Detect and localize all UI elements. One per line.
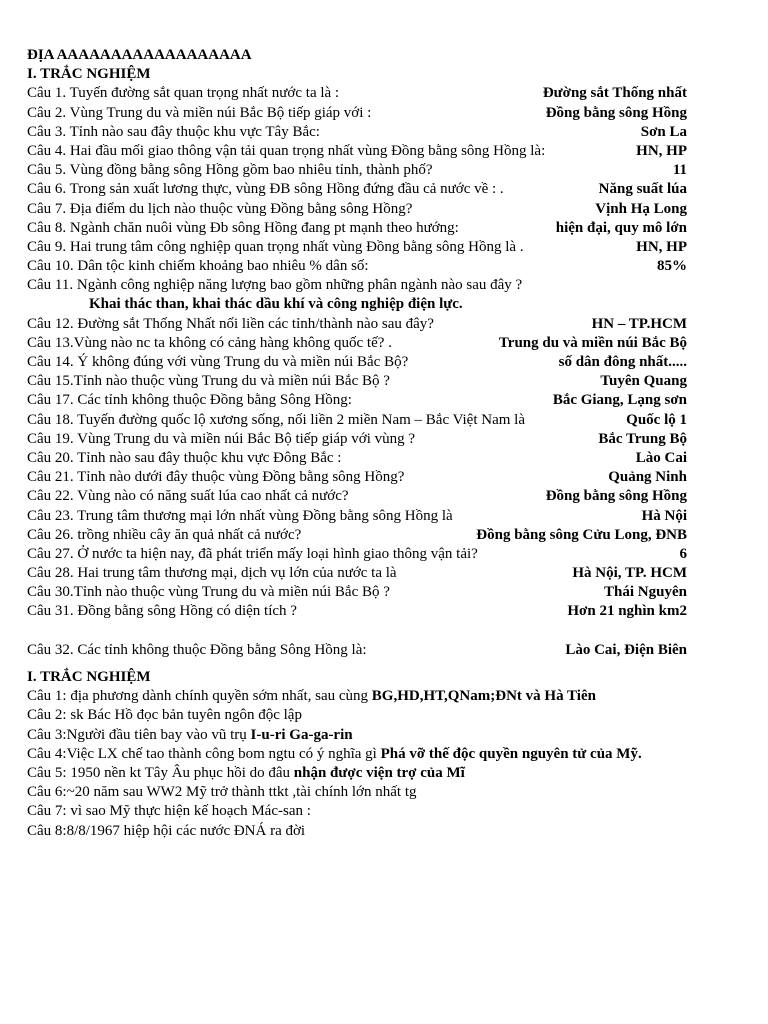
question-row (27, 123, 687, 142)
question-text: Câu 1: địa phương dành chính quyền sớm nhất, sau cùng (27, 688, 372, 705)
question-text: Câu 18. Tuyến đường quốc lộ xương sống, nối liền 2 miền Nam – Bắc Việt Nam là (27, 411, 525, 428)
question-row (27, 468, 687, 487)
answer-text: Đồng bằng sông Hồng (545, 104, 687, 121)
question-text: Câu 3:Người đầu tiên bay vào vũ trụ (27, 726, 251, 743)
answer-text: Hà Nội (641, 507, 687, 524)
answer-text: 11 (672, 162, 687, 179)
question-row (27, 353, 687, 372)
history-question-row (27, 706, 687, 725)
question-text: Câu 23. Trung tâm thương mại lớn nhất vùng Đồng bằng sông Hồng là (27, 507, 453, 524)
answer-text: Quốc lộ 1 (626, 411, 687, 428)
question-text: Câu 6:~20 năm sau WW2 Mỹ trở thành ttkt ,tài chính lớn nhất tg (27, 784, 417, 801)
question-row (27, 84, 687, 103)
q11-answer: Khai thác than, khai thác dầu khí và công nghiệp điện lực. (89, 296, 463, 313)
question-text: Câu 10. Dân tộc kinh chiếm khoảng bao nhiêu % dân số: (27, 258, 369, 275)
question-text: Câu 1. Tuyến đường sắt quan trọng nhất nước ta là : (27, 85, 340, 102)
question-text: Câu 3. Tỉnh nào sau đây thuộc khu vực Tây Bắc: (27, 123, 320, 140)
question-row (27, 334, 687, 353)
answer-text: hiện đại, quy mô lớn (555, 219, 687, 236)
answer-text: Bắc Giang, Lạng sơn (552, 392, 687, 409)
answer-text: 6 (679, 545, 687, 562)
question-text: Câu 7. Địa điểm du lịch nào thuộc vùng Đồng bằng sông Hồng? (27, 200, 413, 217)
question-text: Câu 2. Vùng Trung du và miền núi Bắc Bộ tiếp giáp với : (27, 104, 372, 121)
question-row (27, 526, 687, 545)
answer-text: Tuyên Quang (600, 373, 687, 390)
question-row (27, 583, 687, 602)
question-text: Câu 5. Vùng đồng bằng sông Hồng gồm bao nhiêu tỉnh, thành phố? (27, 162, 433, 179)
answer-text: Thái Nguyên (604, 584, 687, 601)
answer-text: HN, HP (636, 238, 687, 255)
question-row (27, 507, 687, 526)
question-text: Câu 5: 1950 nền kt Tây Âu phục hồi do đâu (27, 764, 294, 781)
history-question-row (27, 764, 687, 783)
question-row (27, 161, 687, 180)
question-text: Câu 6. Trong sản xuất lương thực, vùng ĐB sông Hồng đứng đầu cả nước về : . (27, 181, 504, 198)
question-text: Câu 32. Các tỉnh không thuộc Đồng bằng Sông Hồng là: (27, 641, 367, 658)
question-row (27, 545, 687, 564)
question-row (27, 180, 687, 199)
section1-heading: I. TRẮC NGHIỆM (27, 66, 151, 83)
answer-text: I-u-ri Ga-ga-rin (250, 726, 353, 743)
answer-text: Đồng bằng sông Cửu Long, ĐNB (476, 526, 687, 543)
question-text: Câu 14. Ý không đúng với vùng Trung du và miền núi Bắc Bộ? (27, 354, 409, 370)
question-text: Câu 31. Đồng bằng sông Hồng có diện tích ? (27, 603, 297, 620)
question-text: Câu 11. Ngành công nghiệp năng lượng bao gồm những phân ngành nào sau đây ? (27, 277, 523, 294)
question-row (27, 104, 687, 123)
question-text: Câu 21. Tỉnh nào dưới đây thuộc vùng Đồng bằng sông Hồng? (27, 469, 405, 486)
question-text: Câu 30.Tỉnh nào thuộc vùng Trung du và miền núi Bắc Bộ ? (27, 584, 390, 601)
question-row (27, 257, 687, 276)
question-row (27, 564, 687, 583)
question-text: Câu 26. trồng nhiều cây ăn quả nhất cả nước? (27, 526, 302, 543)
history-question-row (27, 726, 687, 745)
question-text: Câu 4:Việc LX chế tao thành công bom ngtu có ý nghĩa gì (27, 745, 381, 762)
history-question-row (27, 687, 687, 706)
history-question-row (27, 822, 687, 841)
question-row (27, 315, 687, 334)
question-row-32 (27, 641, 687, 660)
answer-text: Đường sắt Thống nhất (542, 85, 687, 102)
question-text: Câu 20. Tỉnh nào sau đây thuộc khu vực Đông Bắc : (27, 449, 342, 466)
answer-text: Sơn La (640, 123, 687, 140)
answer-text: Hà Nội, TP. HCM (572, 565, 687, 582)
answer-text: Lào Cai (635, 449, 687, 466)
section1-questions (27, 84, 687, 295)
answer-text: số dân đông nhất..... (558, 354, 687, 370)
question-row (27, 487, 687, 506)
history-question-row (27, 802, 687, 821)
question-row (27, 200, 687, 219)
answer-text: HN, HP (636, 142, 687, 159)
history-question-row (27, 783, 687, 802)
question-text: Câu 22. Vùng nào có năng suất lúa cao nhất cả nước? (27, 488, 349, 505)
question-row (27, 238, 687, 257)
question-row (27, 391, 687, 410)
history-question-row (27, 745, 687, 764)
answer-text: Vịnh Hạ Long (595, 200, 687, 217)
answer-text: Trung du và miền núi Bắc Bộ (498, 334, 687, 351)
content-column (27, 46, 687, 841)
answer-text: HN – TP.HCM (591, 315, 687, 332)
answer-text: Phá vỡ thế độc quyền nguyên tử của Mỹ. (380, 745, 642, 762)
question-text: Câu 28. Hai trung tâm thương mại, dịch vụ lớn của nước ta là (27, 565, 397, 582)
answer-text: Đồng bằng sông Hồng (545, 488, 687, 505)
question-row (27, 219, 687, 238)
document-title: ĐỊA AAAAAAAAAAAAAAAAAA (27, 47, 252, 63)
section1-questions-continued (27, 315, 687, 622)
answer-text: Bắc Trung Bộ (598, 430, 687, 447)
answer-text: 85% (657, 258, 687, 275)
answer-text: Lào Cai, Điện Biên (565, 641, 687, 658)
question-row (27, 276, 687, 295)
answer-text: Hơn 21 nghìn km2 (567, 603, 687, 620)
question-text: Câu 9. Hai trung tâm công nghiệp quan trọng nhất vùng Đồng bằng sông Hồng là . (27, 238, 524, 255)
question-row (27, 602, 687, 621)
section2-questions (27, 687, 687, 841)
answer-text: BG,HD,HT,QNam;ĐNt và Hà Tiên (371, 688, 596, 705)
question-text: Câu 2: sk Bác Hồ đọc bản tuyên ngôn độc lập (27, 707, 302, 724)
question-text: Câu 27. Ở nước ta hiện nay, đã phát triển mấy loại hình giao thông vận tải? (27, 545, 478, 562)
answer-text: Quảng Ninh (608, 469, 687, 486)
answer-text: Năng suất lúa (598, 181, 687, 198)
question-row (27, 142, 687, 161)
section2-heading: I. TRẮC NGHIỆM (27, 669, 151, 685)
question-text: Câu 15.Tỉnh nào thuộc vùng Trung du và miền núi Bắc Bộ ? (27, 373, 390, 390)
question-text: Câu 4. Hai đầu mối giao thông vận tải quan trọng nhất vùng Đồng bằng sông Hồng là: (27, 142, 546, 159)
question-row (27, 449, 687, 468)
question-text: Câu 7: vì sao Mỹ thực hiện kế hoạch Mác-san : (27, 803, 311, 820)
question-text: Câu 13.Vùng nào nc ta không có cảng hàng không quốc tế? . (27, 334, 392, 351)
question-text: Câu 19. Vùng Trung du và miền núi Bắc Bộ tiếp giáp với vùng ? (27, 430, 416, 447)
question-text: Câu 17. Các tỉnh không thuộc Đồng bằng Sông Hồng: (27, 392, 352, 409)
spacer (27, 622, 687, 641)
question-text: Câu 8. Ngành chăn nuôi vùng Đb sông Hồng đang pt mạnh theo hướng: (27, 219, 459, 236)
answer-text: nhận được viện trợ của Mĩ (293, 764, 465, 781)
question-row (27, 372, 687, 391)
question-row (27, 411, 687, 430)
question-text: Câu 8:8/8/1967 hiệp hội các nước ĐNÁ ra đời (27, 822, 306, 839)
question-text: Câu 12. Đường sắt Thống Nhất nối liền các tỉnh/thành nào sau đây? (27, 315, 434, 332)
question-row (27, 430, 687, 449)
